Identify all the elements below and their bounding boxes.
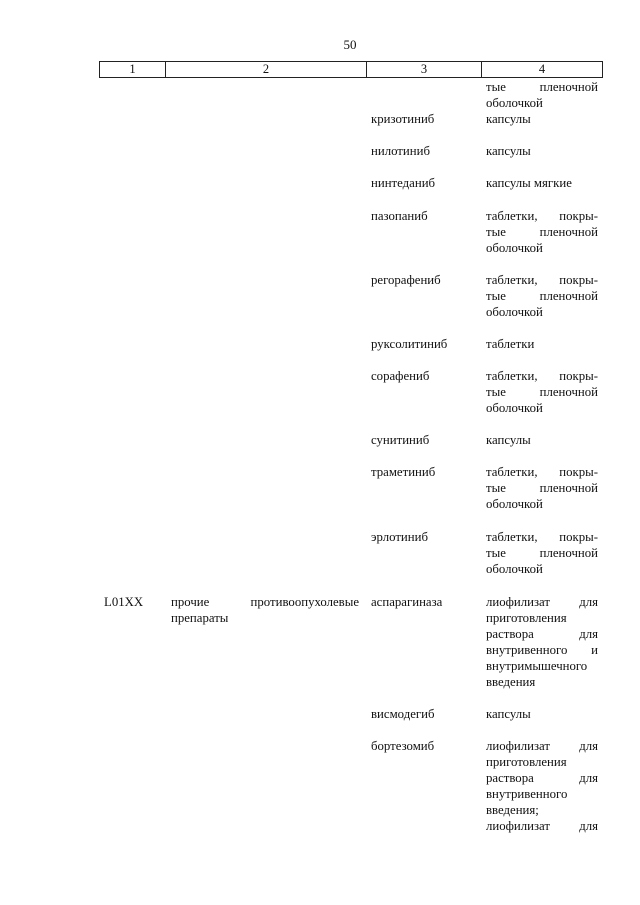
drug-name: пазопаниб (371, 209, 428, 223)
form-line: тые пленочной (486, 225, 598, 239)
form-line: оболочкой (486, 562, 543, 576)
drug-name: траметиниб (371, 465, 436, 479)
form-line: внутримышечного (486, 659, 588, 673)
form-line: таблетки, покры- (486, 369, 598, 383)
dosage-form (486, 111, 598, 127)
dosage-form (486, 738, 598, 834)
drug-name: регорафениб (371, 273, 441, 287)
form-line: оболочкой (486, 497, 543, 511)
form-line: оболочкой (486, 305, 543, 319)
form-line: капсулы (486, 112, 531, 126)
dosage-form (486, 464, 598, 512)
form-line: лиофилизат для (486, 739, 598, 753)
header-col-2: 2 (166, 62, 367, 77)
form-line: приготовления (486, 611, 567, 625)
form-line: тые пленочной (486, 289, 598, 303)
form-line: оболочкой (486, 401, 543, 415)
drug-name: нинтеданиб (371, 176, 436, 190)
form-line: капсулы мягкие (486, 176, 572, 190)
page-number: 50 (343, 37, 357, 52)
drug-name: бортезомиб (371, 739, 435, 753)
header-col-1: 1 (100, 62, 166, 77)
group-name-line: прочие противоопухолевые (171, 595, 359, 609)
header-col-3: 3 (367, 62, 482, 77)
dosage-form (486, 272, 598, 320)
form-line: приготовления (486, 755, 567, 769)
form-line: оболочкой (486, 96, 543, 110)
dosage-form (486, 336, 598, 352)
drug-name: висмодегиб (371, 707, 435, 721)
form-line: лиофилизат для (486, 595, 598, 609)
form-line: таблетки, покры- (486, 273, 598, 287)
group-code: L01XX (104, 595, 144, 609)
drug-name: сунитиниб (371, 433, 430, 447)
form-line: тые пленочной (486, 385, 598, 399)
drug-name: сорафениб (371, 369, 430, 383)
dosage-form (486, 594, 598, 690)
form-line: тые пленочной (486, 80, 598, 94)
form-line: введения; (486, 803, 539, 817)
form-line: капсулы (486, 707, 531, 721)
dosage-form (486, 529, 598, 577)
form-line: введения (486, 675, 536, 689)
form-line: внутривенного и (486, 643, 598, 657)
group-name-line: препараты (171, 611, 229, 625)
dosage-form (486, 208, 598, 256)
form-line: тые пленочной (486, 546, 598, 560)
dosage-form (486, 432, 598, 448)
form-line: раствора для (486, 627, 598, 641)
drug-name: эрлотиниб (371, 530, 428, 544)
header-col-4: 4 (538, 62, 546, 76)
dosage-form (486, 706, 598, 722)
form-line: раствора для (486, 771, 598, 785)
form-line: таблетки, покры- (486, 530, 598, 544)
form-line: капсулы (486, 433, 531, 447)
table-header-row (99, 61, 603, 78)
drug-name: кризотиниб (371, 112, 435, 126)
dosage-form (486, 143, 598, 159)
form-line: лиофилизат для (486, 819, 598, 833)
dosage-form (486, 368, 598, 416)
group-name (171, 594, 359, 626)
top-continuation-form (486, 79, 598, 111)
form-line: оболочкой (486, 241, 543, 255)
form-line: капсулы (486, 144, 531, 158)
dosage-form (486, 175, 598, 191)
form-line: таблетки, покры- (486, 209, 598, 223)
drug-name: аспарагиназа (371, 595, 443, 609)
drug-name: руксолитиниб (371, 337, 448, 351)
form-line: таблетки (486, 337, 535, 351)
form-line: внутривенного (486, 787, 568, 801)
form-line: тые пленочной (486, 481, 598, 495)
form-line: таблетки, покры- (486, 465, 598, 479)
drug-name: нилотиниб (371, 144, 430, 158)
